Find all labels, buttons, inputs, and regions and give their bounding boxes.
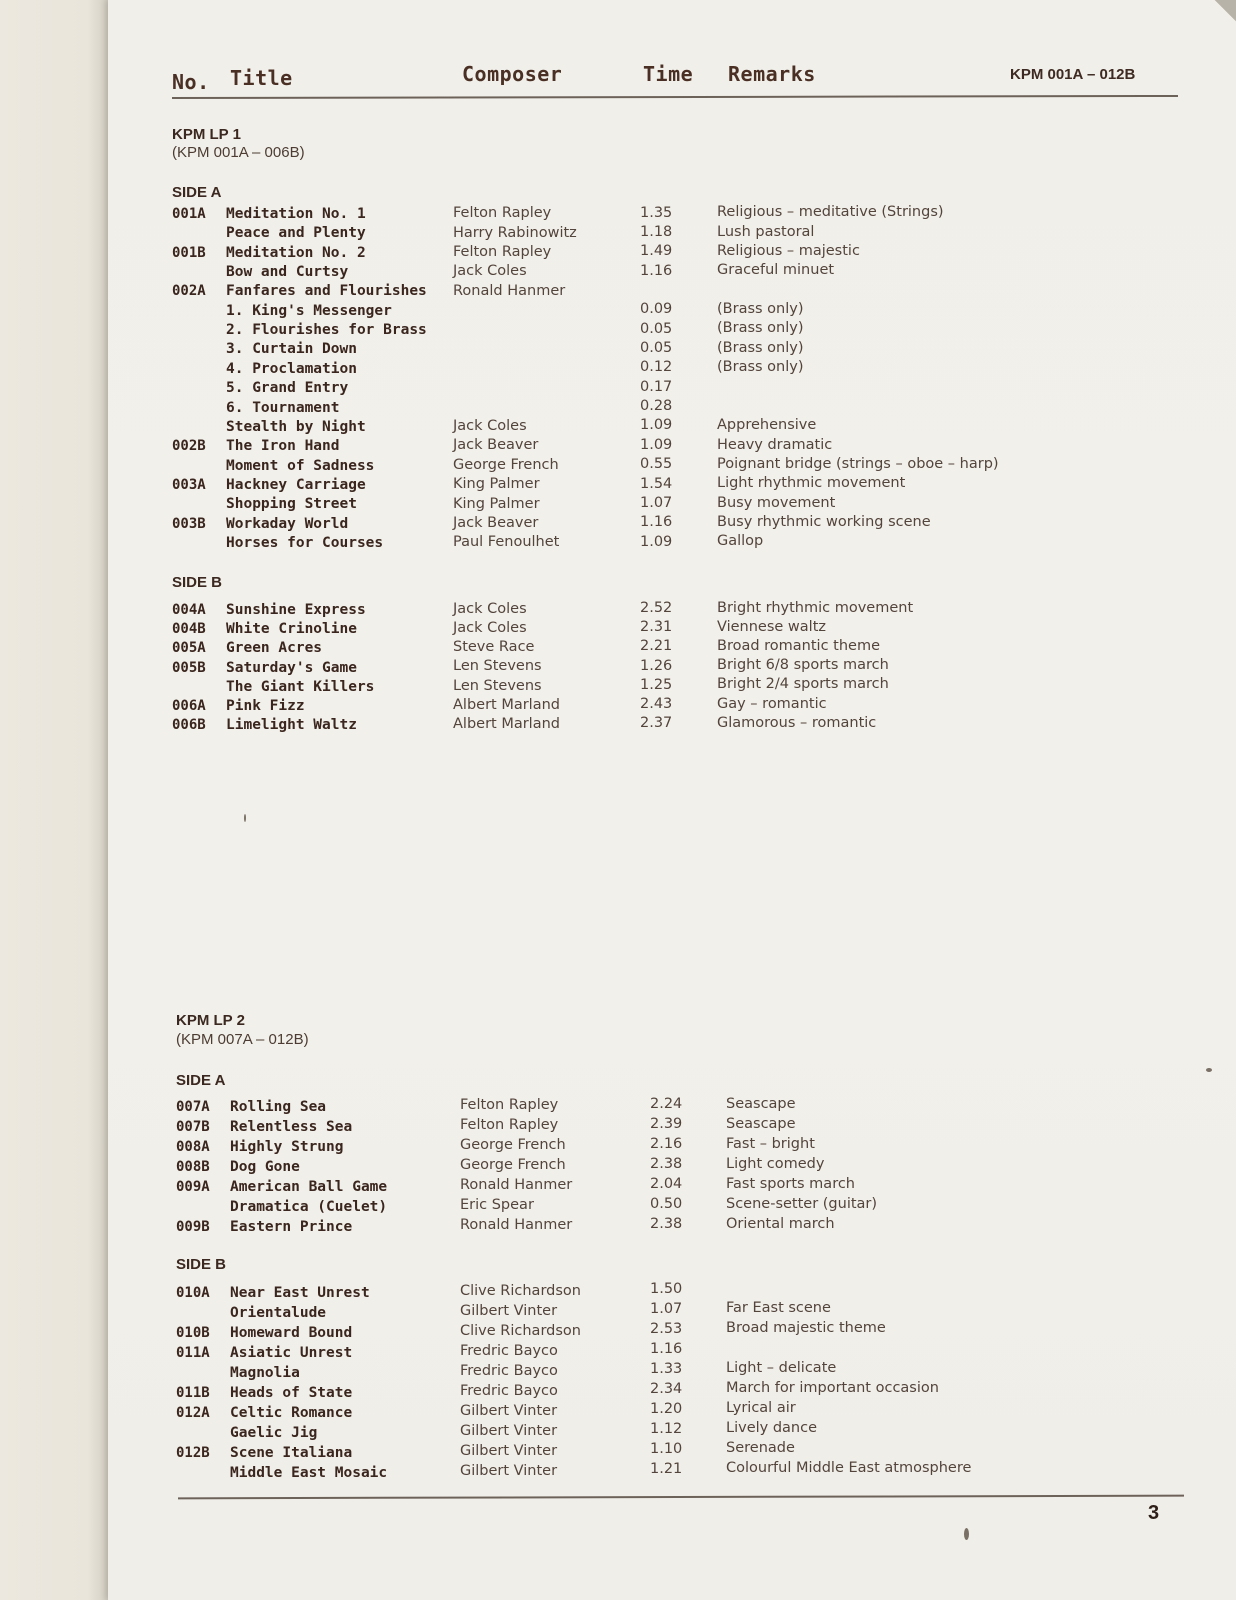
track-title: Moment of Sadness xyxy=(226,457,375,474)
track-number: 010A xyxy=(176,1285,210,1301)
track-number: 007B xyxy=(176,1119,210,1135)
track-composer: Ronald Hanmer xyxy=(460,1217,573,1234)
catalog-page xyxy=(108,0,1236,1600)
track-row xyxy=(108,418,1236,437)
track-time: 0.50 xyxy=(650,1196,683,1213)
track-title: 4. Proclamation xyxy=(226,360,357,377)
track-composer: Felton Rapley xyxy=(460,1097,559,1114)
track-remarks: Fast sports march xyxy=(726,1175,855,1192)
track-row xyxy=(108,244,1236,263)
track-title: Asiatic Unrest xyxy=(230,1345,353,1361)
previous-page-edge xyxy=(0,0,112,1600)
track-time: 2.24 xyxy=(650,1096,683,1113)
track-time: 0.05 xyxy=(640,320,673,337)
track-number: 004B xyxy=(172,621,206,638)
track-composer: Ronald Hanmer xyxy=(453,282,566,299)
lp2-title: KPM LP 2 xyxy=(176,1012,245,1029)
track-time: 1.12 xyxy=(650,1420,683,1437)
track-time: 2.16 xyxy=(650,1136,683,1153)
track-composer: Fredric Bayco xyxy=(460,1342,558,1359)
track-remarks: Heavy dramatic xyxy=(717,436,833,453)
track-row xyxy=(108,534,1236,553)
track-title: Peace and Plenty xyxy=(226,225,366,242)
track-composer: Jack Coles xyxy=(453,620,527,637)
track-row xyxy=(108,360,1236,379)
paper-speck xyxy=(1206,1068,1212,1072)
track-composer: Ronald Hanmer xyxy=(460,1177,573,1194)
page-number: 3 xyxy=(1148,1502,1160,1524)
track-number: 001B xyxy=(172,244,206,261)
track-row xyxy=(108,639,1236,658)
track-remarks: Scene-setter (guitar) xyxy=(726,1195,878,1212)
track-number: 003A xyxy=(172,476,206,493)
track-composer: Felton Rapley xyxy=(453,205,552,222)
track-title: 2. Flourishes for Brass xyxy=(226,322,427,339)
header-no: No. xyxy=(172,70,210,94)
footer-rule xyxy=(178,1495,1184,1500)
track-title: Dog Gone xyxy=(230,1159,300,1175)
track-time: 1.26 xyxy=(640,657,673,674)
track-number: 009B xyxy=(176,1219,210,1235)
track-remarks: Broad majestic theme xyxy=(726,1320,886,1337)
track-number: 008B xyxy=(176,1159,210,1175)
track-time: 2.39 xyxy=(650,1116,683,1133)
track-composer: King Palmer xyxy=(453,476,540,493)
track-row xyxy=(108,282,1236,301)
track-composer: Len Stevens xyxy=(453,658,542,675)
track-row xyxy=(108,678,1236,697)
track-composer: Gilbert Vinter xyxy=(460,1422,558,1439)
track-time: 1.49 xyxy=(640,243,673,260)
track-row xyxy=(108,224,1236,243)
track-number: 008A xyxy=(176,1139,210,1155)
lp1-side-a-label: SIDE A xyxy=(172,184,222,201)
track-title: Gaelic Jig xyxy=(230,1425,318,1441)
track-number: 001A xyxy=(172,206,206,222)
track-time: 1.35 xyxy=(640,204,673,221)
track-remarks: Broad romantic theme xyxy=(717,637,881,654)
track-remarks: Busy rhythmic working scene xyxy=(717,513,931,530)
track-time: 1.09 xyxy=(640,417,673,434)
track-row xyxy=(108,321,1236,340)
track-composer: Felton Rapley xyxy=(460,1117,559,1134)
track-title: Eastern Prince xyxy=(230,1219,353,1235)
track-remarks: Light comedy xyxy=(726,1155,825,1172)
track-title: Celtic Romance xyxy=(230,1405,353,1421)
header-rule xyxy=(172,95,1178,99)
track-composer: Gilbert Vinter xyxy=(460,1402,558,1419)
track-composer: Harry Rabinowitz xyxy=(453,224,577,241)
header-composer: Composer xyxy=(462,62,563,86)
track-row xyxy=(108,495,1236,514)
paper-speck xyxy=(964,1528,969,1540)
track-remarks: (Brass only) xyxy=(717,320,804,337)
track-time: 1.54 xyxy=(640,475,673,492)
track-time: 1.18 xyxy=(640,223,673,240)
header-catalog-range: KPM 001A – 012B xyxy=(1010,66,1136,83)
track-number: 011B xyxy=(176,1385,210,1401)
track-remarks: Lyrical air xyxy=(726,1400,796,1417)
track-composer: Steve Race xyxy=(453,639,535,656)
track-row xyxy=(108,1115,1236,1137)
track-remarks: (Brass only) xyxy=(717,301,804,318)
track-time: 1.09 xyxy=(640,533,673,550)
track-time: 2.38 xyxy=(650,1156,683,1173)
track-composer: Clive Richardson xyxy=(460,1322,581,1339)
track-time: 0.17 xyxy=(640,378,673,395)
track-composer: Gilbert Vinter xyxy=(460,1442,558,1459)
track-remarks: Glamorous – romantic xyxy=(717,714,877,731)
track-number: 005B xyxy=(172,659,206,676)
track-time: 1.25 xyxy=(640,676,673,693)
track-title: Horses for Courses xyxy=(226,534,384,551)
track-row xyxy=(108,457,1236,476)
track-remarks: Bright 2/4 sports march xyxy=(717,676,889,693)
track-row xyxy=(108,1215,1236,1237)
track-remarks: Oriental march xyxy=(726,1215,835,1232)
track-row xyxy=(108,1135,1236,1157)
track-remarks: Fast – bright xyxy=(726,1135,815,1152)
track-row xyxy=(108,1155,1236,1177)
track-number: 003B xyxy=(172,515,206,532)
lp1-title: KPM LP 1 xyxy=(172,126,241,143)
track-time: 0.09 xyxy=(640,301,673,318)
track-remarks: Graceful minuet xyxy=(717,262,835,279)
track-title: Green Acres xyxy=(226,640,323,657)
track-composer: Felton Rapley xyxy=(453,243,552,260)
track-time: 0.12 xyxy=(640,359,673,376)
track-row xyxy=(108,716,1236,735)
track-title: Relentless Sea xyxy=(230,1119,353,1135)
track-remarks: Gay – romantic xyxy=(717,695,827,712)
track-row xyxy=(108,1175,1236,1197)
track-time: 2.04 xyxy=(650,1176,683,1193)
track-composer: Jack Beaver xyxy=(453,437,539,454)
track-title: 6. Tournament xyxy=(226,399,340,416)
track-title: Middle East Mosaic xyxy=(230,1465,388,1481)
track-title: Hackney Carriage xyxy=(226,476,366,493)
track-title: Fanfares and Flourishes xyxy=(226,283,427,300)
lp1-range: (KPM 001A – 006B) xyxy=(172,144,305,161)
track-time: 0.05 xyxy=(640,340,673,357)
track-title: Highly Strung xyxy=(230,1139,344,1155)
track-row xyxy=(108,437,1236,456)
track-time: 0.28 xyxy=(640,398,673,415)
track-composer: Gilbert Vinter xyxy=(460,1302,558,1319)
track-title: Shopping Street xyxy=(226,496,357,513)
track-title: Meditation No. 1 xyxy=(226,206,366,222)
track-remarks: Light – delicate xyxy=(726,1360,837,1377)
track-time: 2.31 xyxy=(640,619,673,636)
track-title: Saturday's Game xyxy=(226,659,357,676)
track-remarks: Poignant bridge (strings – oboe – harp) xyxy=(717,455,999,472)
track-remarks: Bright 6/8 sports march xyxy=(717,657,889,674)
track-title: Orientalude xyxy=(230,1305,327,1321)
track-remarks: Seascape xyxy=(726,1095,796,1112)
track-composer: Jack Beaver xyxy=(453,514,539,531)
track-number: 004A xyxy=(172,602,206,618)
header-time: Time xyxy=(643,62,694,86)
track-title: Bow and Curtsy xyxy=(226,264,349,281)
track-row xyxy=(108,399,1236,418)
track-composer: Fredric Bayco xyxy=(460,1382,558,1399)
lp2-side-b-label: SIDE B xyxy=(176,1256,227,1273)
track-title: Rolling Sea xyxy=(230,1099,327,1115)
track-remarks: Religious – meditative (Strings) xyxy=(717,204,944,221)
track-composer: Albert Marland xyxy=(453,716,560,733)
track-remarks: Lush pastoral xyxy=(717,223,815,240)
track-time: 2.34 xyxy=(650,1380,683,1397)
track-composer: Albert Marland xyxy=(453,696,560,713)
track-row xyxy=(108,515,1236,534)
track-time: 1.33 xyxy=(650,1360,683,1377)
track-title: Scene Italiana xyxy=(230,1445,353,1461)
track-composer: Fredric Bayco xyxy=(460,1362,558,1379)
track-number: 007A xyxy=(176,1099,210,1115)
track-title: The Giant Killers xyxy=(226,678,375,695)
track-row xyxy=(108,1195,1236,1217)
track-number: 006B xyxy=(172,717,206,734)
track-number: 002A xyxy=(172,283,206,300)
track-remarks: (Brass only) xyxy=(717,359,804,376)
track-time: 1.16 xyxy=(650,1340,683,1357)
track-time: 2.38 xyxy=(650,1216,683,1233)
track-title: Stealth by Night xyxy=(226,418,366,435)
track-title: Heads of State xyxy=(230,1385,353,1401)
track-row xyxy=(108,205,1236,224)
track-number: 012B xyxy=(176,1445,210,1461)
track-title: Magnolia xyxy=(230,1365,300,1381)
track-title: 3. Curtain Down xyxy=(226,341,357,358)
track-title: 5. Grand Entry xyxy=(226,380,349,397)
track-remarks: Lively dance xyxy=(726,1420,818,1437)
track-number: 006A xyxy=(172,698,206,714)
track-number: 012A xyxy=(176,1405,210,1421)
track-time: 1.10 xyxy=(650,1440,683,1457)
track-time: 0.55 xyxy=(640,456,673,473)
track-title: Limelight Waltz xyxy=(226,717,357,734)
track-title: Homeward Bound xyxy=(230,1325,353,1341)
track-row xyxy=(108,476,1236,495)
track-time: 1.50 xyxy=(650,1280,683,1297)
track-row xyxy=(108,620,1236,639)
track-title: American Ball Game xyxy=(230,1179,388,1195)
track-time: 1.07 xyxy=(640,494,673,511)
track-row xyxy=(108,263,1236,282)
track-row xyxy=(108,659,1236,678)
track-title: Sunshine Express xyxy=(226,602,366,618)
track-composer: Jack Coles xyxy=(453,600,527,617)
track-remarks: Viennese waltz xyxy=(717,618,827,635)
track-time: 2.43 xyxy=(640,695,673,712)
track-time: 1.16 xyxy=(640,262,673,279)
lp2-side-a-label: SIDE A xyxy=(176,1072,226,1089)
track-number: 009A xyxy=(176,1179,210,1195)
track-remarks: Busy movement xyxy=(717,494,836,511)
track-composer: George French xyxy=(453,456,559,473)
track-remarks: Seascape xyxy=(726,1115,796,1132)
track-composer: Clive Richardson xyxy=(460,1282,581,1299)
track-composer: Len Stevens xyxy=(453,677,542,694)
track-title: The Iron Hand xyxy=(226,438,340,455)
lp1-side-b-label: SIDE B xyxy=(172,574,223,591)
paper-speck xyxy=(244,814,246,822)
track-row xyxy=(108,340,1236,359)
track-title: Near East Unrest xyxy=(230,1285,370,1301)
track-title: 1. King's Messenger xyxy=(226,302,392,319)
track-row xyxy=(108,1095,1236,1117)
track-number: 010B xyxy=(176,1325,210,1341)
track-remarks: Gallop xyxy=(717,533,764,550)
track-number: 002B xyxy=(172,438,206,455)
track-time: 1.09 xyxy=(640,436,673,453)
track-time: 2.53 xyxy=(650,1320,683,1337)
track-remarks: Far East scene xyxy=(726,1300,831,1317)
track-remarks: Bright rhythmic movement xyxy=(717,599,914,616)
track-number: 005A xyxy=(172,640,206,657)
track-time: 1.07 xyxy=(650,1300,683,1317)
track-time: 2.52 xyxy=(640,599,673,616)
track-title: White Crinoline xyxy=(226,621,357,638)
track-composer: Paul Fenoulhet xyxy=(453,534,560,551)
track-composer: King Palmer xyxy=(453,495,540,512)
track-time: 2.21 xyxy=(640,638,673,655)
track-composer: Eric Spear xyxy=(460,1197,534,1214)
header-remarks: Remarks xyxy=(728,62,816,86)
track-remarks: Religious – majestic xyxy=(717,243,860,260)
track-remarks: Apprehensive xyxy=(717,417,817,434)
track-composer: George French xyxy=(460,1157,566,1174)
track-remarks: Light rhythmic movement xyxy=(717,475,906,492)
track-remarks: March for important occasion xyxy=(726,1380,939,1397)
track-title: Meditation No. 2 xyxy=(226,244,366,261)
track-time: 1.20 xyxy=(650,1400,683,1417)
track-time: 1.21 xyxy=(650,1460,683,1477)
track-composer: Jack Coles xyxy=(453,263,527,280)
track-remarks: (Brass only) xyxy=(717,339,804,356)
track-remarks: Colourful Middle East atmosphere xyxy=(726,1460,972,1477)
track-time: 2.37 xyxy=(640,715,673,732)
track-composer: Gilbert Vinter xyxy=(460,1462,558,1479)
track-row xyxy=(108,379,1236,398)
track-number: 011A xyxy=(176,1345,210,1361)
header-title: Title xyxy=(230,66,293,90)
track-title: Workaday World xyxy=(226,515,349,532)
track-row xyxy=(108,302,1236,321)
track-composer: Jack Coles xyxy=(453,418,527,435)
track-time: 1.16 xyxy=(640,514,673,531)
page-corner-fold xyxy=(1206,0,1236,30)
track-title: Pink Fizz xyxy=(226,698,305,714)
track-title: Dramatica (Cuelet) xyxy=(230,1199,388,1215)
track-composer: George French xyxy=(460,1137,566,1154)
lp2-range: (KPM 007A – 012B) xyxy=(176,1031,309,1048)
track-remarks: Serenade xyxy=(726,1440,795,1457)
track-row xyxy=(108,1460,1236,1483)
